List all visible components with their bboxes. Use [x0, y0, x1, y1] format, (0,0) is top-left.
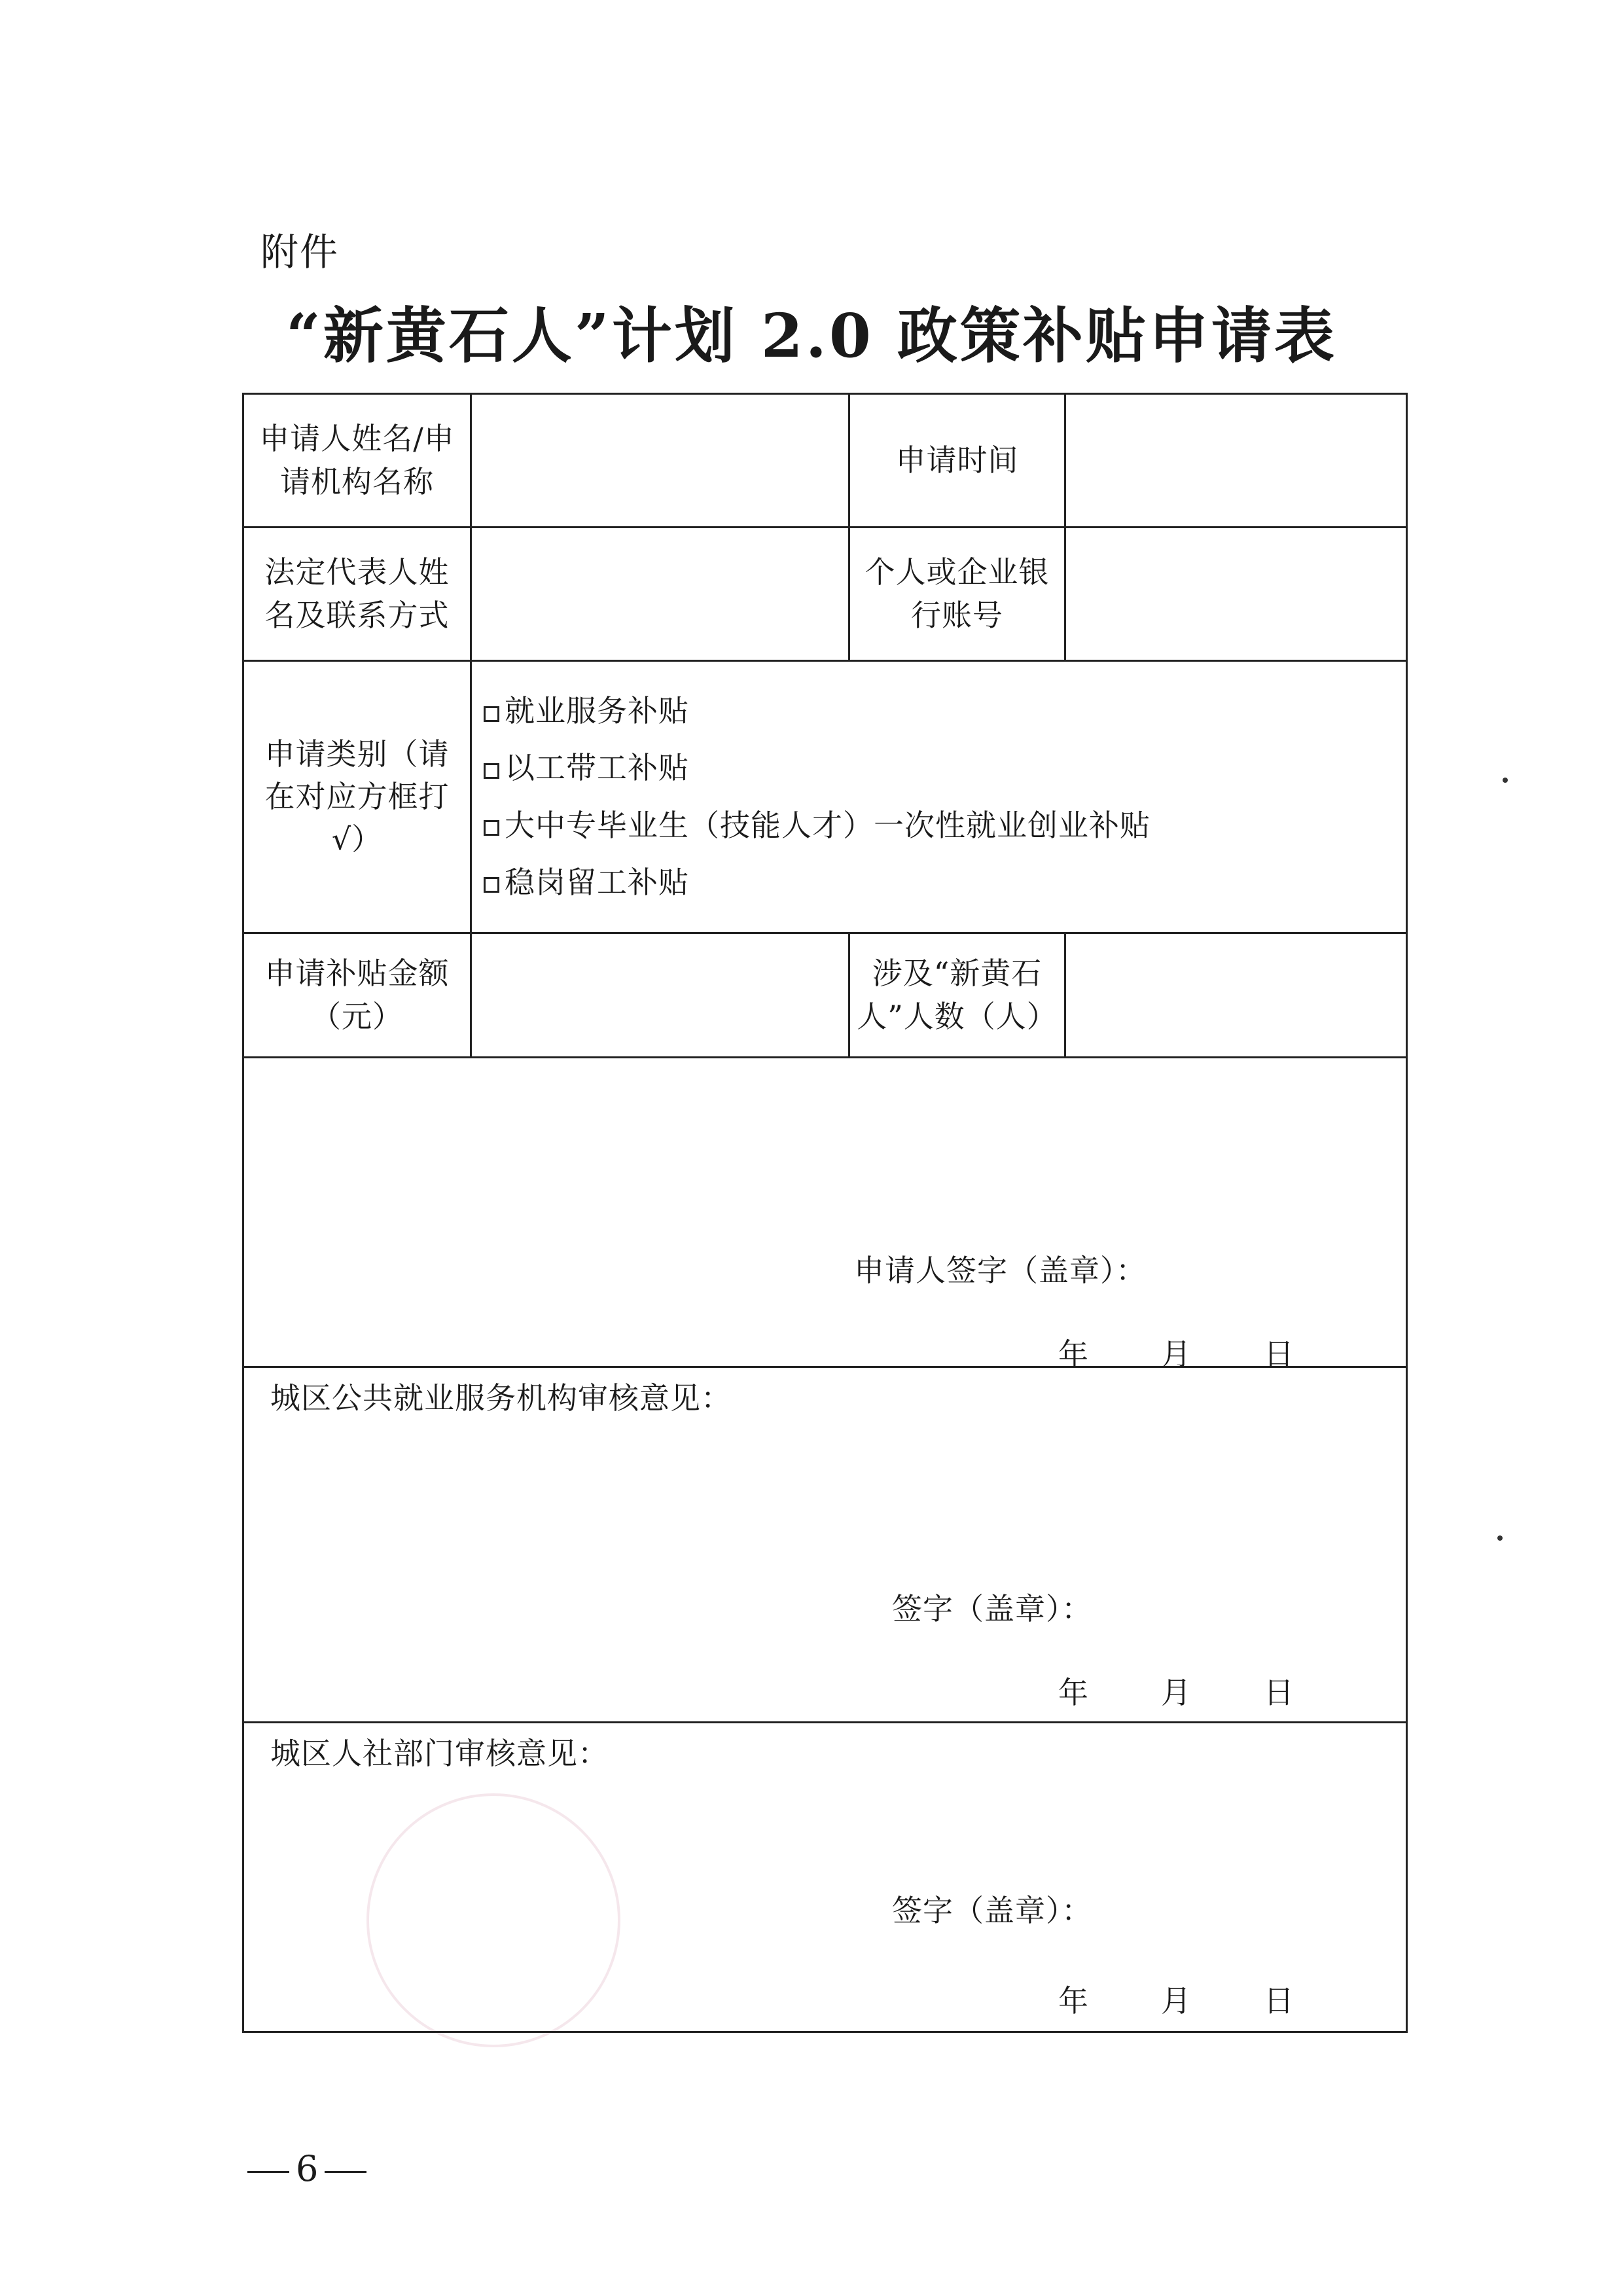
- row-category: [243, 661, 1407, 933]
- bank-account-field[interactable]: [1065, 528, 1407, 661]
- scan-speck: [1503, 778, 1508, 783]
- public-service-date: 年 月 日: [1058, 1675, 1294, 1710]
- dash-left: [247, 2171, 289, 2173]
- legal-rep-label: 法定代表人姓名及联系方式: [243, 528, 471, 661]
- checkbox-icon[interactable]: [484, 877, 499, 893]
- attachment-label: 附件: [260, 230, 340, 274]
- public-service-review-title: 城区公共就业服务机构审核意见：: [270, 1380, 732, 1416]
- row-applicant-signature: [243, 1058, 1407, 1367]
- row-legal-rep: [243, 528, 1407, 661]
- checkbox-icon[interactable]: [484, 706, 499, 722]
- bank-account-label: 个人或企业银行账号: [849, 528, 1065, 661]
- hr-sign-label: 签字（盖章）：: [892, 1893, 1092, 1928]
- hr-date: 年 月 日: [1058, 1983, 1294, 2018]
- amount-field[interactable]: [471, 933, 849, 1058]
- document-title: “新黄石人”计划 2.0 政策补贴申请表: [286, 300, 1337, 371]
- applicant-sign-label: 申请人签字（盖章）：: [854, 1253, 1147, 1288]
- option-job-retention[interactable]: 稳岗留工补贴: [484, 861, 1393, 904]
- legal-rep-field[interactable]: [471, 528, 849, 661]
- scan-speck: [1497, 1535, 1503, 1541]
- row-public-service-review: [243, 1367, 1407, 1723]
- application-time-label: 申请时间: [849, 394, 1065, 528]
- dash-right: [325, 2171, 366, 2173]
- hr-review-cell[interactable]: [243, 1723, 1407, 2032]
- page-number: 6: [247, 2148, 366, 2189]
- applicant-name-field[interactable]: [471, 394, 849, 528]
- applicant-name-label: 申请人姓名/申请机构名称: [243, 394, 471, 528]
- row-amount: [243, 933, 1407, 1058]
- people-count-label: 涉及“新黄石人”人数（人）: [849, 933, 1065, 1058]
- row-hr-review: [243, 1723, 1407, 2032]
- public-service-sign-label: 签字（盖章）：: [892, 1591, 1092, 1626]
- people-count-field[interactable]: [1065, 933, 1407, 1058]
- hr-review-title: 城区人社部门审核意见：: [270, 1736, 609, 1771]
- row-applicant: [243, 394, 1407, 528]
- option-worker-referral[interactable]: 以工带工补贴: [484, 747, 1393, 789]
- category-options: [484, 665, 1393, 929]
- option-graduate-subsidy[interactable]: 大中专毕业生（技能人才）一次性就业创业补贴: [484, 804, 1393, 847]
- category-label: 申请类别（请在对应方框打√）: [243, 661, 471, 933]
- applicant-date: 年 月 日: [1058, 1336, 1294, 1372]
- applicant-signature-cell[interactable]: [243, 1058, 1407, 1372]
- checkbox-icon[interactable]: [484, 763, 499, 779]
- application-form: [242, 393, 1408, 2033]
- public-service-review-cell[interactable]: [243, 1367, 1407, 1723]
- application-time-field[interactable]: [1065, 394, 1407, 528]
- checkbox-icon[interactable]: [484, 820, 499, 836]
- option-employment-service[interactable]: 就业服务补贴: [484, 690, 1393, 732]
- amount-label: 申请补贴金额（元）: [243, 933, 471, 1058]
- category-options-cell: [471, 661, 1407, 933]
